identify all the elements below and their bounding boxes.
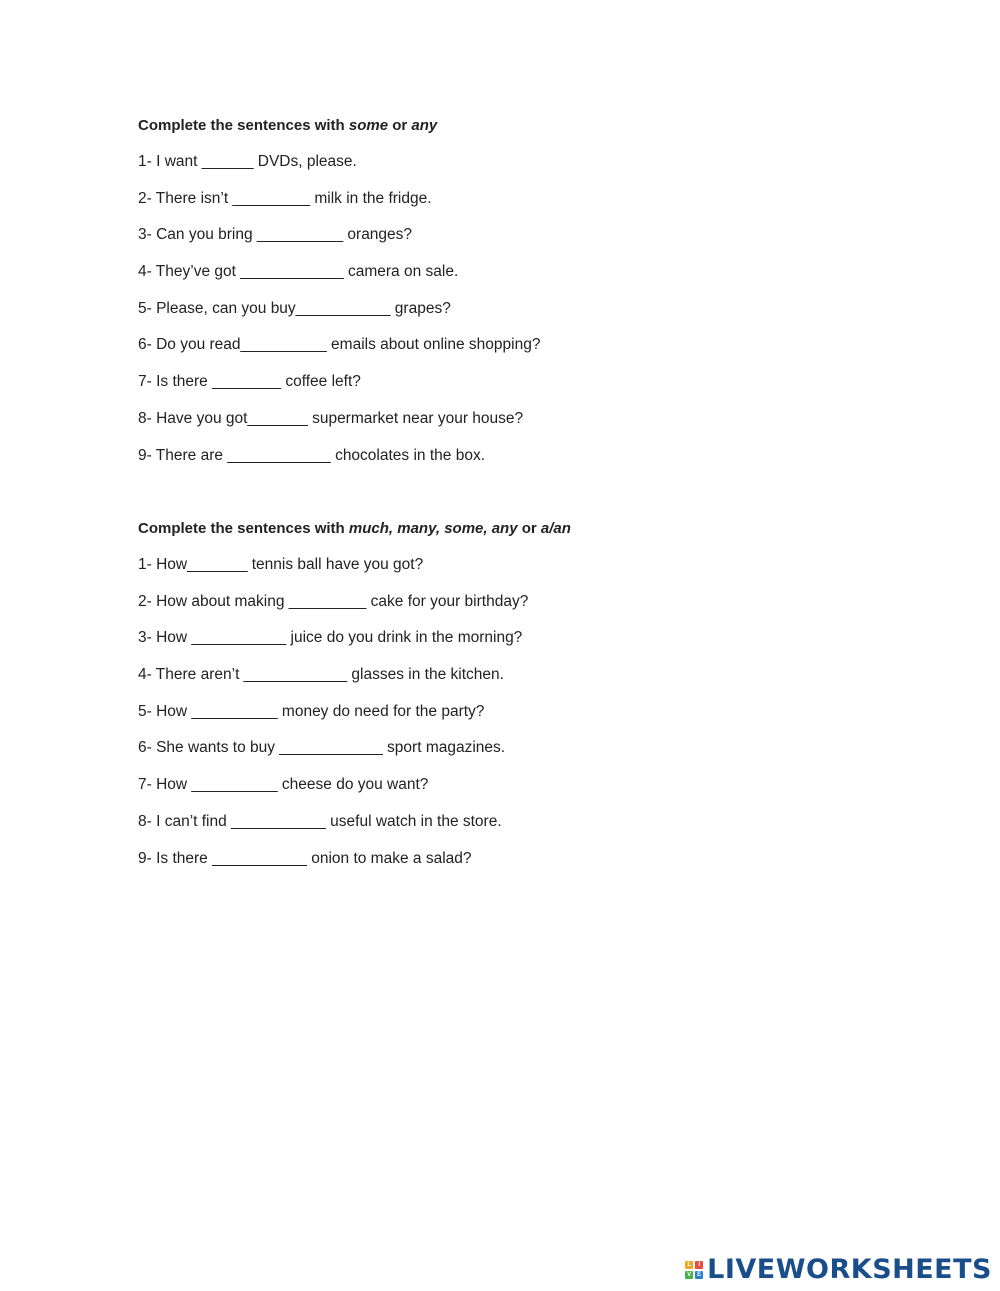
sentence-item: 1- I want ______ DVDs, please. xyxy=(138,153,357,170)
sentence-item: 2- How about making _________ cake for your birthday? xyxy=(138,592,529,610)
exercise-some-any xyxy=(138,115,838,481)
logo-tile: I xyxy=(695,1261,703,1269)
sentence-item: 9- There are ____________ chocolates in the box. xyxy=(138,446,485,464)
sentence-item: 5- Please, can you buy___________ grapes? xyxy=(138,299,451,317)
logo-tile: E xyxy=(697,1272,702,1278)
sentence-item: 7- Is there ________ coffee left? xyxy=(138,373,361,391)
sentence-item: 8- Have you got_______ supermarket near your house? xyxy=(138,409,524,427)
exercise-quantifiers xyxy=(138,518,838,884)
sentence-item: 4- They’ve got ____________ camera on sale. xyxy=(138,263,459,281)
sentence-item: 6- She wants to buy ____________ sport magazines. xyxy=(138,739,506,757)
logo-tile: V xyxy=(687,1272,692,1278)
liveworksheets-logo xyxy=(685,1255,992,1285)
exercise-heading: Complete the sentences with some or any xyxy=(138,117,438,134)
sentence-item: 3- Can you bring __________ oranges? xyxy=(138,226,413,244)
sentence-item: 4- There aren’t ____________ glasses in the kitchen. xyxy=(138,666,504,684)
sentence-item: 2- There isn’t _________ milk in the fridge. xyxy=(138,189,432,207)
sentence-item: 5- How __________ money do need for the party? xyxy=(138,702,485,720)
logo-text: LIVEWORKSHEETS xyxy=(707,1254,992,1285)
sentence-item: 1- How_______ tennis ball have you got? xyxy=(138,556,424,573)
sentence-item: 6- Do you read__________ emails about online shopping? xyxy=(138,336,541,354)
sentence-item: 3- How ___________ juice do you drink in the morning? xyxy=(138,629,523,647)
sentence-item: 9- Is there ___________ onion to make a salad? xyxy=(138,849,472,867)
sentence-item: 8- I can’t find ___________ useful watch in the store. xyxy=(138,812,502,830)
sentence-item: 7- How __________ cheese do you want? xyxy=(138,776,429,794)
logo-tile: L xyxy=(685,1261,693,1269)
exercise-heading: Complete the sentences with much, many, some, any or a/an xyxy=(138,520,571,537)
liveworksheets-logo-icon xyxy=(685,1261,703,1279)
